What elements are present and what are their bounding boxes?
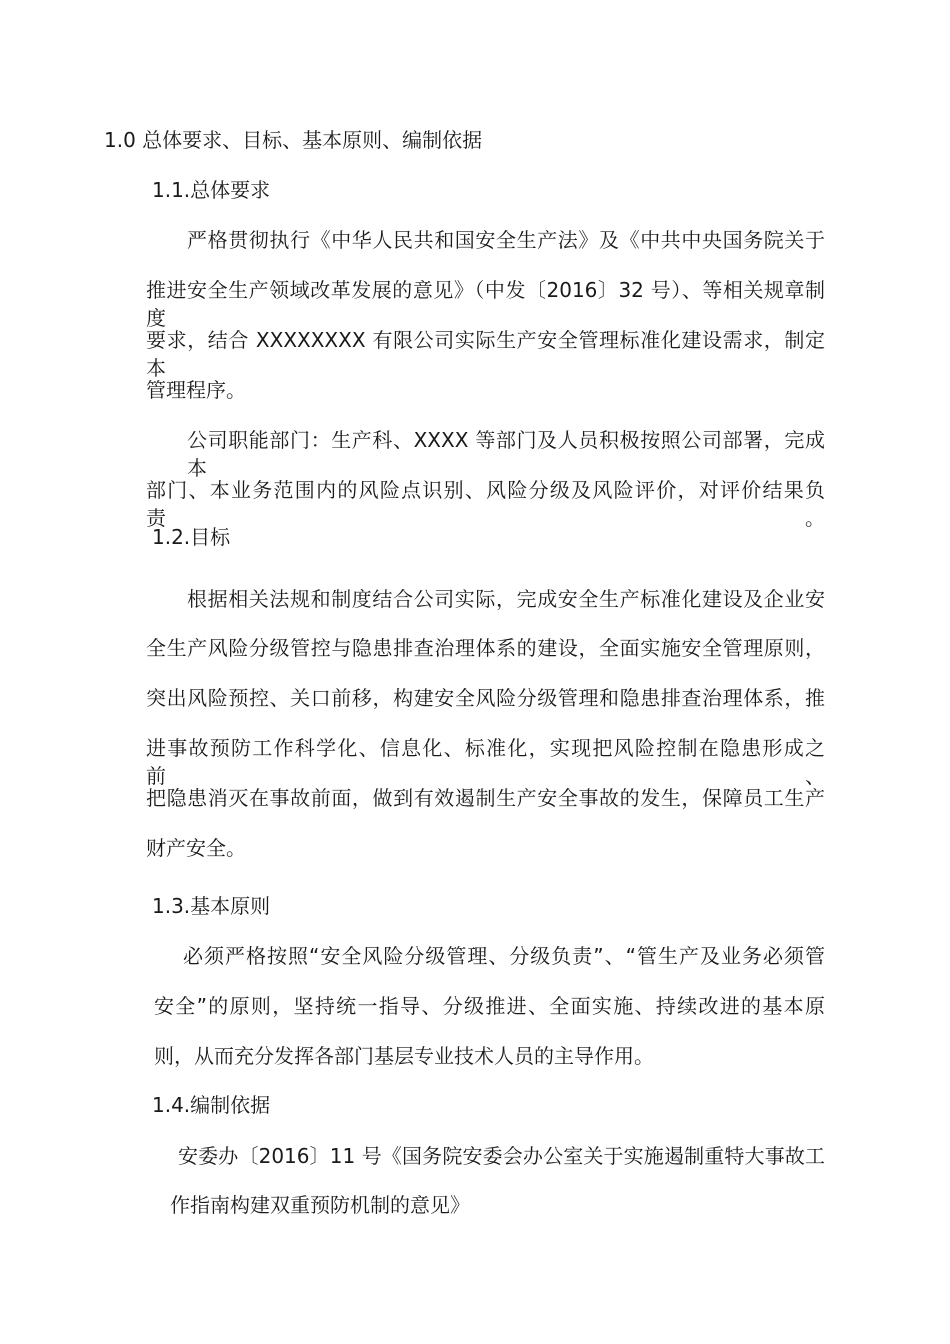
paragraph-line: 公司职能部门：生产科、XXXX 等部门及人员积极按照公司部署，完成本 (187, 428, 825, 480)
paragraph-line: 把隐患消灭在事故前面，做到有效遏制生产安全事故的发生，保障员工生产 (146, 786, 825, 810)
paragraph-line: 根据相关法规和制度结合公司实际，完成安全生产标准化建设及企业安 (187, 587, 825, 611)
paragraph-line: 全生产风险分级管控与隐患排查治理体系的建设，全面实施安全管理原则， (146, 636, 825, 660)
paragraph-line: 必须严格按照“安全风险分级管理、分级负责”、“管生产及业务必须管 (183, 944, 825, 968)
paragraph-line: 要求，结合 XXXXXXXX 有限公司实际生产安全管理标准化建设需求，制定本 (146, 328, 825, 380)
paragraph-line: 作指南构建双重预防机制的意见》 (170, 1193, 470, 1217)
paragraph-line: 则，从而充分发挥各部门基层专业技术人员的主导作用。 (154, 1044, 654, 1068)
paragraph-line: 进事故预防工作科学化、信息化、标准化，实现把风险控制在隐患形成之前、 (146, 736, 825, 788)
subsection-heading-objectives: 1.2.目标 (152, 525, 231, 549)
paragraph-line: 严格贯彻执行《中华人民共和国安全生产法》及《中共中央国务院关于 (187, 228, 825, 252)
paragraph-line: 突出风险预控、关口前移，构建安全风险分级管理和隐患排查治理体系，推 (146, 686, 825, 710)
subsection-heading-basic-principles: 1.3.基本原则 (152, 894, 271, 918)
paragraph-line: 安全”的原则，坚持统一指导、分级推进、全面实施、持续改进的基本原 (154, 994, 825, 1018)
paragraph-line: 部门、本业务范围内的风险点识别、风险分级及风险评价，对评价结果负责。 (146, 478, 825, 530)
paragraph-line: 推进安全生产领域改革发展的意见》（中发〔2016〕32 号）、等相关规章制度 (146, 278, 825, 330)
paragraph-line: 管理程序。 (146, 378, 246, 402)
paragraph-line: 财产安全。 (146, 836, 246, 860)
subsection-heading-general-requirements: 1.1.总体要求 (152, 178, 271, 202)
subsection-heading-basis: 1.4.编制依据 (152, 1093, 271, 1117)
section-heading-main: 1.0 总体要求、目标、基本原则、编制依据 (104, 128, 483, 152)
paragraph-line: 安委办〔2016〕11 号《国务院安委会办公室关于实施遏制重特大事故工 (178, 1144, 825, 1168)
